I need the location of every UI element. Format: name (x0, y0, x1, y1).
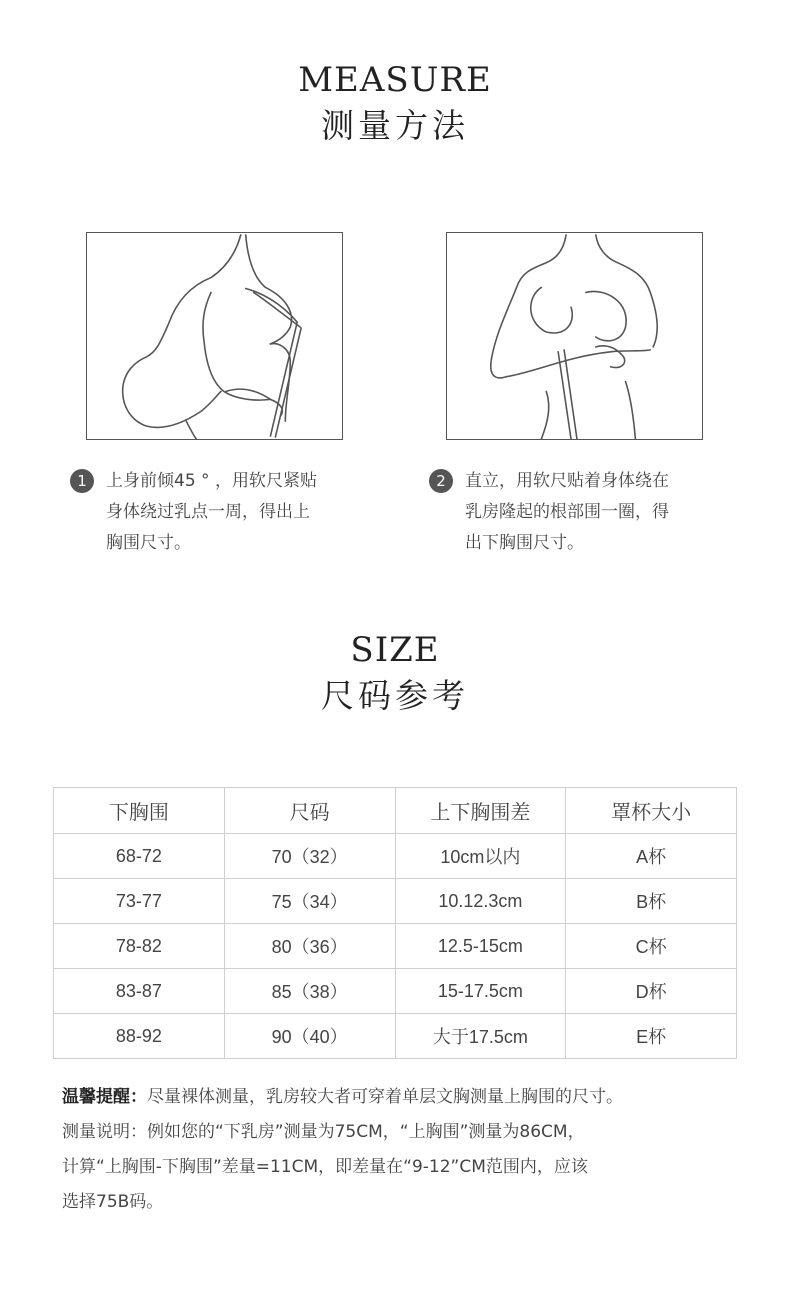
cell-size: 85（38） (224, 969, 395, 1014)
header-cup-size: 罩杯大小 (566, 788, 737, 834)
table-row (54, 1014, 737, 1059)
note-line: 计算“上胸围-下胸围”差量=11CM，即差量在“9-12”CM范围内，应该 (62, 1157, 588, 1177)
cell-underbust: 78-82 (54, 924, 225, 969)
illustration-leaning-measure (86, 232, 343, 440)
cell-cup: A杯 (566, 834, 737, 879)
note-line: 测量说明：例如您的“下乳房”测量为75CM，“上胸围”测量为86CM， (62, 1122, 585, 1142)
cell-size: 70（32） (224, 834, 395, 879)
step-number-badge: 1 (70, 469, 94, 493)
cell-cup: C杯 (566, 924, 737, 969)
step-text-line: 直立，用软尺贴着身体绕在 (465, 471, 669, 491)
header-size: 尺码 (224, 788, 395, 834)
measure-title-cn: 测量方法 (321, 106, 469, 145)
size-table (53, 787, 737, 1059)
cell-size: 75（34） (224, 879, 395, 924)
tip-label: 温馨提醒： (62, 1087, 147, 1107)
cell-size: 80（36） (224, 924, 395, 969)
cell-cup: E杯 (566, 1014, 737, 1059)
table-row (54, 834, 737, 879)
cell-underbust: 83-87 (54, 969, 225, 1014)
tip-text: 尽量裸体测量，乳房较大者可穿着单层文胸测量上胸围的尺寸。 (147, 1087, 623, 1107)
step-text-line: 出下胸围尺寸。 (465, 533, 584, 553)
note-line: 选择75B码。 (62, 1192, 164, 1212)
size-title-cn: 尺码参考 (321, 676, 469, 715)
cell-underbust: 68-72 (54, 834, 225, 879)
header-underbust: 下胸围 (54, 788, 225, 834)
measure-title-en: MEASURE (298, 60, 492, 100)
cell-difference: 10cm以内 (395, 834, 566, 879)
table-row (54, 924, 737, 969)
cell-cup: B杯 (566, 879, 737, 924)
step-text-line: 身体绕过乳点一周，得出上 (106, 502, 310, 522)
cell-difference: 12.5-15cm (395, 924, 566, 969)
table-row (54, 969, 737, 1014)
cell-underbust: 88-92 (54, 1014, 225, 1059)
table-header-row (54, 788, 737, 834)
step-text (465, 466, 715, 559)
step-text-line: 乳房隆起的根部围一圈，得 (465, 502, 669, 522)
illustration-upright-measure (446, 232, 703, 440)
cell-difference: 大于17.5cm (395, 1014, 566, 1059)
table-row (54, 879, 737, 924)
cell-size: 90（40） (224, 1014, 395, 1059)
cell-difference: 10.12.3cm (395, 879, 566, 924)
header-bust-difference: 上下胸围差 (395, 788, 566, 834)
size-title-en: SIZE (350, 630, 440, 670)
step-number-badge: 2 (429, 469, 453, 493)
step-text (106, 466, 356, 559)
step-text-line: 上身前倾45 ° ，用软尺紧贴 (106, 471, 317, 491)
measurement-notes (62, 1080, 742, 1220)
step-text-line: 胸围尺寸。 (106, 533, 191, 553)
cell-cup: D杯 (566, 969, 737, 1014)
cell-difference: 15-17.5cm (395, 969, 566, 1014)
tip-line (62, 1080, 742, 1115)
cell-underbust: 73-77 (54, 879, 225, 924)
